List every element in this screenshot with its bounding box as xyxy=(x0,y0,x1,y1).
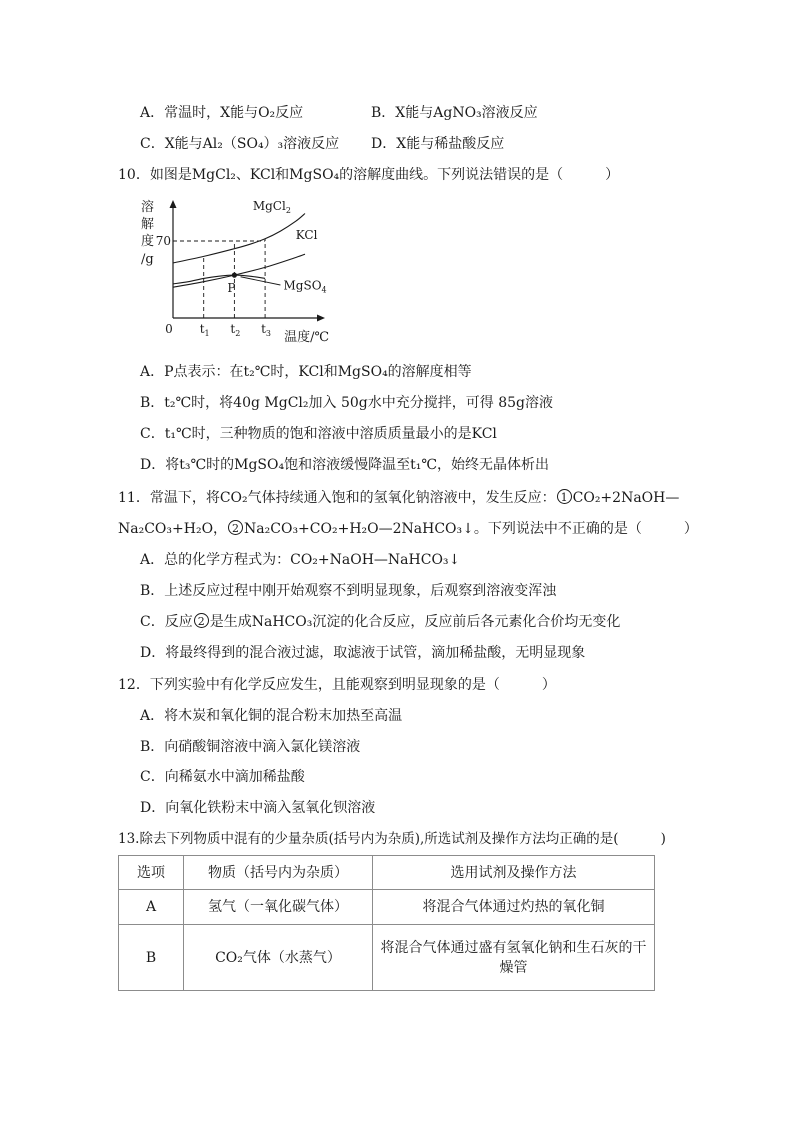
cell-substance: 氢气（一氧化碳气体） xyxy=(184,890,373,925)
q11-line2-post: Na₂CO₃+CO₂+H₂O—2NaHCO₃↓。下列说法中不正确的是（ xyxy=(244,521,642,537)
circled-1: 1 xyxy=(557,489,572,504)
q9-option-c: C．X能与Al₂（SO₄）₃溶液反应 xyxy=(140,136,340,152)
cell-method: 将混合气体通过灼热的氧化铜 xyxy=(373,890,655,925)
q11-option-a: A．总的化学方程式为：CO₂+NaOH—NaHCO₃↓ xyxy=(140,552,461,568)
q11-option-b: B．上述反应过程中刚开始观察不到明显现象，后观察到溶液变浑浊 xyxy=(140,583,557,599)
q11-stem-line1 xyxy=(118,488,679,508)
y-axis-title-char: 溶 xyxy=(141,200,155,215)
series-label-mgcl2: MgCl$_2$ xyxy=(252,199,291,216)
series-line-mgso4 xyxy=(173,275,265,284)
x-tick-label: $t_1$ xyxy=(199,322,210,338)
q13-table xyxy=(118,855,655,991)
x-axis-arrow xyxy=(317,315,325,322)
cell-method-line2: 燥管 xyxy=(499,959,528,976)
q11-stem-line2 xyxy=(118,519,698,539)
header-option: 选项 xyxy=(119,856,184,890)
cell-method xyxy=(373,925,655,991)
q13-stem-text: 13.除去下列物质中混有的少量杂质(括号内为杂质),所选试剂及操作方法均正确的是( xyxy=(118,831,619,847)
header-method: 选用试剂及操作方法 xyxy=(373,856,655,890)
origin-label: 0 xyxy=(165,322,173,336)
cell-option: B xyxy=(119,925,184,991)
cell-substance: CO₂气体（水蒸气） xyxy=(184,925,373,991)
q11-line1-post: CO₂+2NaOH— xyxy=(572,490,680,506)
q11-option-c xyxy=(140,612,620,632)
q12-option-c: C．向稀氨水中滴加稀盐酸 xyxy=(140,769,305,785)
q11-optc-pre: C．反应 xyxy=(140,614,193,630)
y-axis-arrow xyxy=(170,200,177,208)
y-tick-label: 70 xyxy=(155,234,171,248)
cell-option: A xyxy=(119,890,184,925)
q11-line1-pre: 11．常温下，将CO₂气体持续通入饱和的氢氧化钠溶液中，发生反应： xyxy=(118,490,556,506)
series-line-mgcl2 xyxy=(173,214,305,264)
cell-method-line1: 将混合气体通过盛有氢氧化钠和生石灰的干 xyxy=(380,939,647,956)
q10-stem-close: ） xyxy=(605,167,620,183)
y-axis-title-char: 度 xyxy=(141,234,155,249)
q13-stem xyxy=(118,829,666,849)
q10-stem xyxy=(118,165,619,185)
q10-option-c: C．t₁℃时，三种物质的饱和溶液中溶质质量最小的是KCl xyxy=(140,426,497,442)
series-label-mgso4: MgSO$_4$ xyxy=(283,278,327,295)
x-tick-label: $t_2$ xyxy=(230,322,241,338)
y-axis-title-char: 解 xyxy=(141,217,155,232)
circled-2: 2 xyxy=(194,613,209,628)
circled-2: 2 xyxy=(228,520,243,535)
y-axis-title xyxy=(141,199,154,267)
header-substance: 物质（括号内为杂质） xyxy=(184,856,373,890)
q12-stem-text: 12．下列实验中有化学反应发生，且能观察到明显现象的是（ xyxy=(118,677,500,693)
y-axis-title-char: /g xyxy=(141,252,154,267)
q10-option-a: A．P点表示：在t₂℃时，KCl和MgSO₄的溶解度相等 xyxy=(140,364,472,380)
table-header-row xyxy=(119,856,655,890)
q11-line2-pre: Na₂CO₃+H₂O， xyxy=(118,521,228,537)
point-p-label: P xyxy=(227,281,236,296)
q11-option-d: D．将最终得到的混合液过滤，取滤液于试管，滴加稀盐酸，无明显现象 xyxy=(140,645,586,661)
q9-option-a: A．常温时，X能与O₂反应 xyxy=(140,105,304,121)
q12-option-d: D．向氧化铁粉末中滴入氢氧化钡溶液 xyxy=(140,800,376,816)
q11-line2-close: ） xyxy=(683,521,698,537)
q12-stem xyxy=(118,675,556,695)
point-p-marker xyxy=(232,273,237,278)
table-row xyxy=(119,890,655,925)
solubility-chart xyxy=(135,196,355,346)
q12-stem-close: ） xyxy=(541,677,556,693)
series-label-kcl: KCl xyxy=(295,227,318,242)
q13-stem-close: ) xyxy=(660,831,666,847)
q10-stem-text: 10．如图是MgCl₂、KCl和MgSO₄的溶解度曲线。下列说法错误的是（ xyxy=(118,167,564,183)
q9-option-d: D．X能与稀盐酸反应 xyxy=(371,136,505,152)
table-row xyxy=(119,925,655,991)
q12-option-a: A．将木炭和氧化铜的混合粉末加热至高温 xyxy=(140,708,403,724)
x-tick-label: $t_3$ xyxy=(261,322,272,338)
q10-option-b: B．t₂℃时，将40g MgCl₂加入 50g水中充分搅拌，可得 85g溶液 xyxy=(140,395,553,411)
x-axis-title: 温度/℃ xyxy=(284,330,329,345)
q11-optc-post: 是生成NaHCO₃沉淀的化合反应，反应前后各元素化合价均无变化 xyxy=(209,614,621,630)
q9-option-b: B．X能与AgNO₃溶液反应 xyxy=(371,105,538,121)
q10-option-d: D．将t₃℃时的MgSO₄饱和溶液缓慢降温至t₁℃，始终无晶体析出 xyxy=(140,457,549,473)
q12-option-b: B．向硝酸铜溶液中滴入氯化镁溶液 xyxy=(140,739,361,755)
